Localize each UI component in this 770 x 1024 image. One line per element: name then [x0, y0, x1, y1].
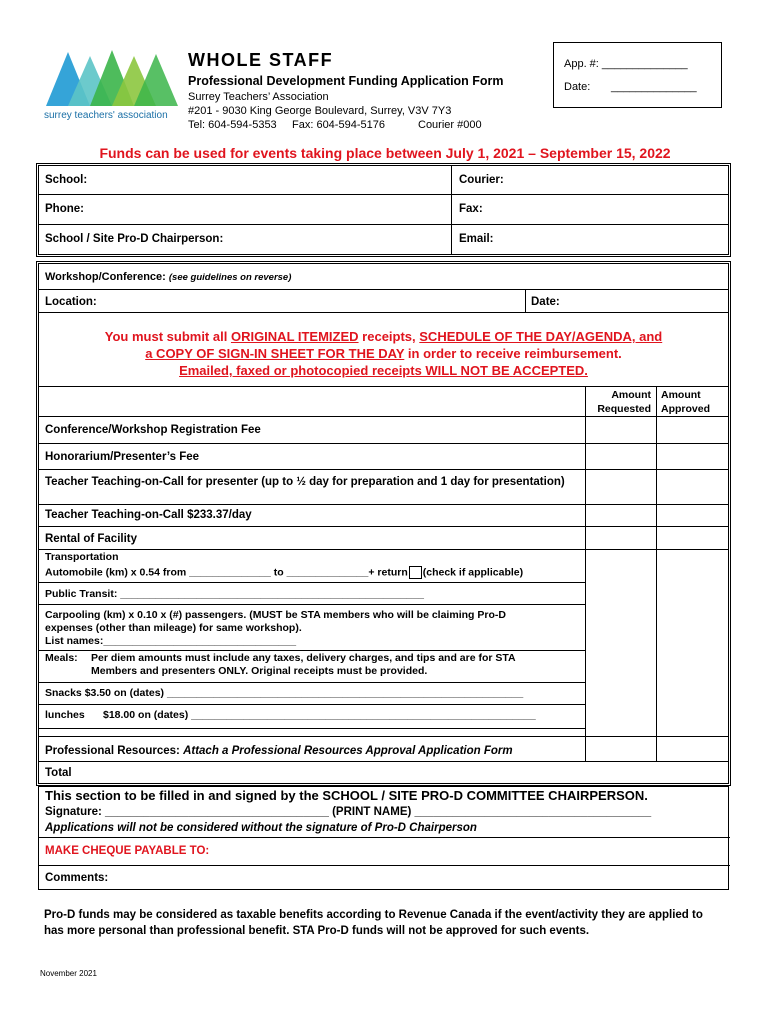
meals-note: Per diem amounts must include any taxes, delivery charges, and tips and are for STA Members and presenters ONLY. Original receipts must be provided.: [91, 652, 516, 677]
row-lunches-label: lunches: [45, 709, 85, 721]
amount-approved-header: Amount Approved: [661, 389, 711, 415]
org-fax: Fax: 604-594-5176: [292, 119, 385, 131]
taxable-benefits-note: Pro-D funds may be considered as taxable benefits according to Revenue Canada if the event/activity they are applied to has more personal than professional benefit. STA Pro-D funds will not be approved for such events.: [44, 909, 703, 937]
row-rental-facility: Rental of Facility: [45, 533, 138, 545]
org-courier: Courier #000: [418, 119, 482, 131]
row-registration-fee: Conference/Workshop Registration Fee: [45, 424, 261, 436]
date-field[interactable]: Date:: [531, 296, 560, 308]
row-carpooling: Carpooling (km) x 0.10 x (#) passengers. (MUST be STA members who will be claiming Pro-D expenses (other than mileage) for same workshop). List names:_________________________________: [45, 609, 506, 647]
signoff-heading: This section to be filled in and signed by the SCHOOL / SITE PRO-D COMMITTEE CHAIRPERSON.: [45, 788, 648, 803]
signature-field[interactable]: Signature: ___________________________________ (PRINT NAME) _____________________________________: [45, 806, 652, 818]
workshop-hint: (see guidelines on reverse): [168, 272, 292, 283]
fax-field[interactable]: Fax:: [459, 203, 483, 215]
chairperson-field[interactable]: School / Site Pro-D Chairperson:: [45, 233, 224, 245]
return-checkbox[interactable]: [409, 566, 422, 579]
org-name: Surrey Teachers’ Association: [188, 91, 329, 103]
row-honorarium: Honorarium/Presenter’s Fee: [45, 451, 200, 463]
comments-field[interactable]: Comments:: [45, 872, 109, 884]
school-field[interactable]: School:: [45, 174, 88, 186]
school-info-table: [36, 163, 731, 257]
signoff-section: [38, 786, 729, 890]
row-lunches[interactable]: $18.00 on (dates) ___________________________________________________________: [103, 709, 536, 721]
automobile-check-hint: (check if applicable): [422, 566, 524, 579]
row-professional-resources: Professional Resources: Attach a Professional Resources Approval Application Form: [45, 745, 513, 757]
workshop-field[interactable]: [45, 271, 291, 283]
row-toc-rate: Teacher Teaching-on-Call $233.37/day: [45, 509, 252, 521]
amount-requested-header: Amount Requested: [597, 389, 651, 415]
app-date-label: Date:: [564, 81, 591, 93]
app-number-field[interactable]: App. #: ______________: [564, 58, 688, 70]
row-toc-presenter: Teacher Teaching-on-Call for presenter (up to ½ day for preparation and 1 day for presentation): [45, 476, 565, 488]
app-date-field[interactable]: ______________: [611, 81, 697, 93]
transportation-label: Transportation: [45, 551, 119, 563]
form-subtitle: Professional Development Funding Application Form: [188, 74, 504, 88]
signature-warning: Applications will not be considered without the signature of Pro-D Chairperson: [45, 822, 477, 834]
form-title: WHOLE STAFF: [188, 50, 334, 70]
carpool-names-field[interactable]: List names:_________________________________: [45, 635, 297, 647]
office-use-box: [553, 42, 722, 108]
row-public-transit[interactable]: Public Transit: ____________________________________________________: [45, 588, 424, 600]
org-address: #201 - 9030 King George Boulevard, Surrey, V3V 7Y3: [188, 105, 452, 117]
funds-notice: Funds can be used for events taking place between July 1, 2021 – September 15, 2022: [99, 145, 671, 161]
automobile-text: Automobile (km) x 0.54 from ______________ to ______________+ return: [45, 566, 408, 579]
email-field[interactable]: Email:: [459, 233, 494, 245]
row-automobile: [45, 566, 523, 579]
footer-date: November 2021: [40, 969, 97, 978]
org-tel: Tel: 604-594-5353: [188, 119, 277, 131]
location-field[interactable]: Location:: [45, 296, 97, 308]
workshop-label: Workshop/Conference:: [45, 271, 166, 283]
row-snacks[interactable]: Snacks $3.50 on (dates) _____________________________________________________________: [45, 687, 524, 699]
courier-field[interactable]: Courier:: [459, 174, 504, 186]
receipts-notice: You must submit all ORIGINAL ITEMIZED receipts, SCHEDULE OF THE DAY/AGENDA, and a COPY OF SIGN-IN SHEET FOR THE DAY in order to receive reimbursement. Emailed, faxed or photocopied receipts WILL NOT BE ACCEPTED.: [104, 329, 663, 378]
logo-wordmark: surrey teachers' association: [44, 110, 168, 121]
phone-field[interactable]: Phone:: [45, 203, 84, 215]
row-total: Total: [45, 767, 72, 779]
meals-label: Meals:: [45, 652, 78, 664]
sta-logo: [42, 44, 182, 124]
expense-table: [36, 261, 731, 786]
cheque-payable-field[interactable]: MAKE CHEQUE PAYABLE TO:: [45, 845, 210, 857]
